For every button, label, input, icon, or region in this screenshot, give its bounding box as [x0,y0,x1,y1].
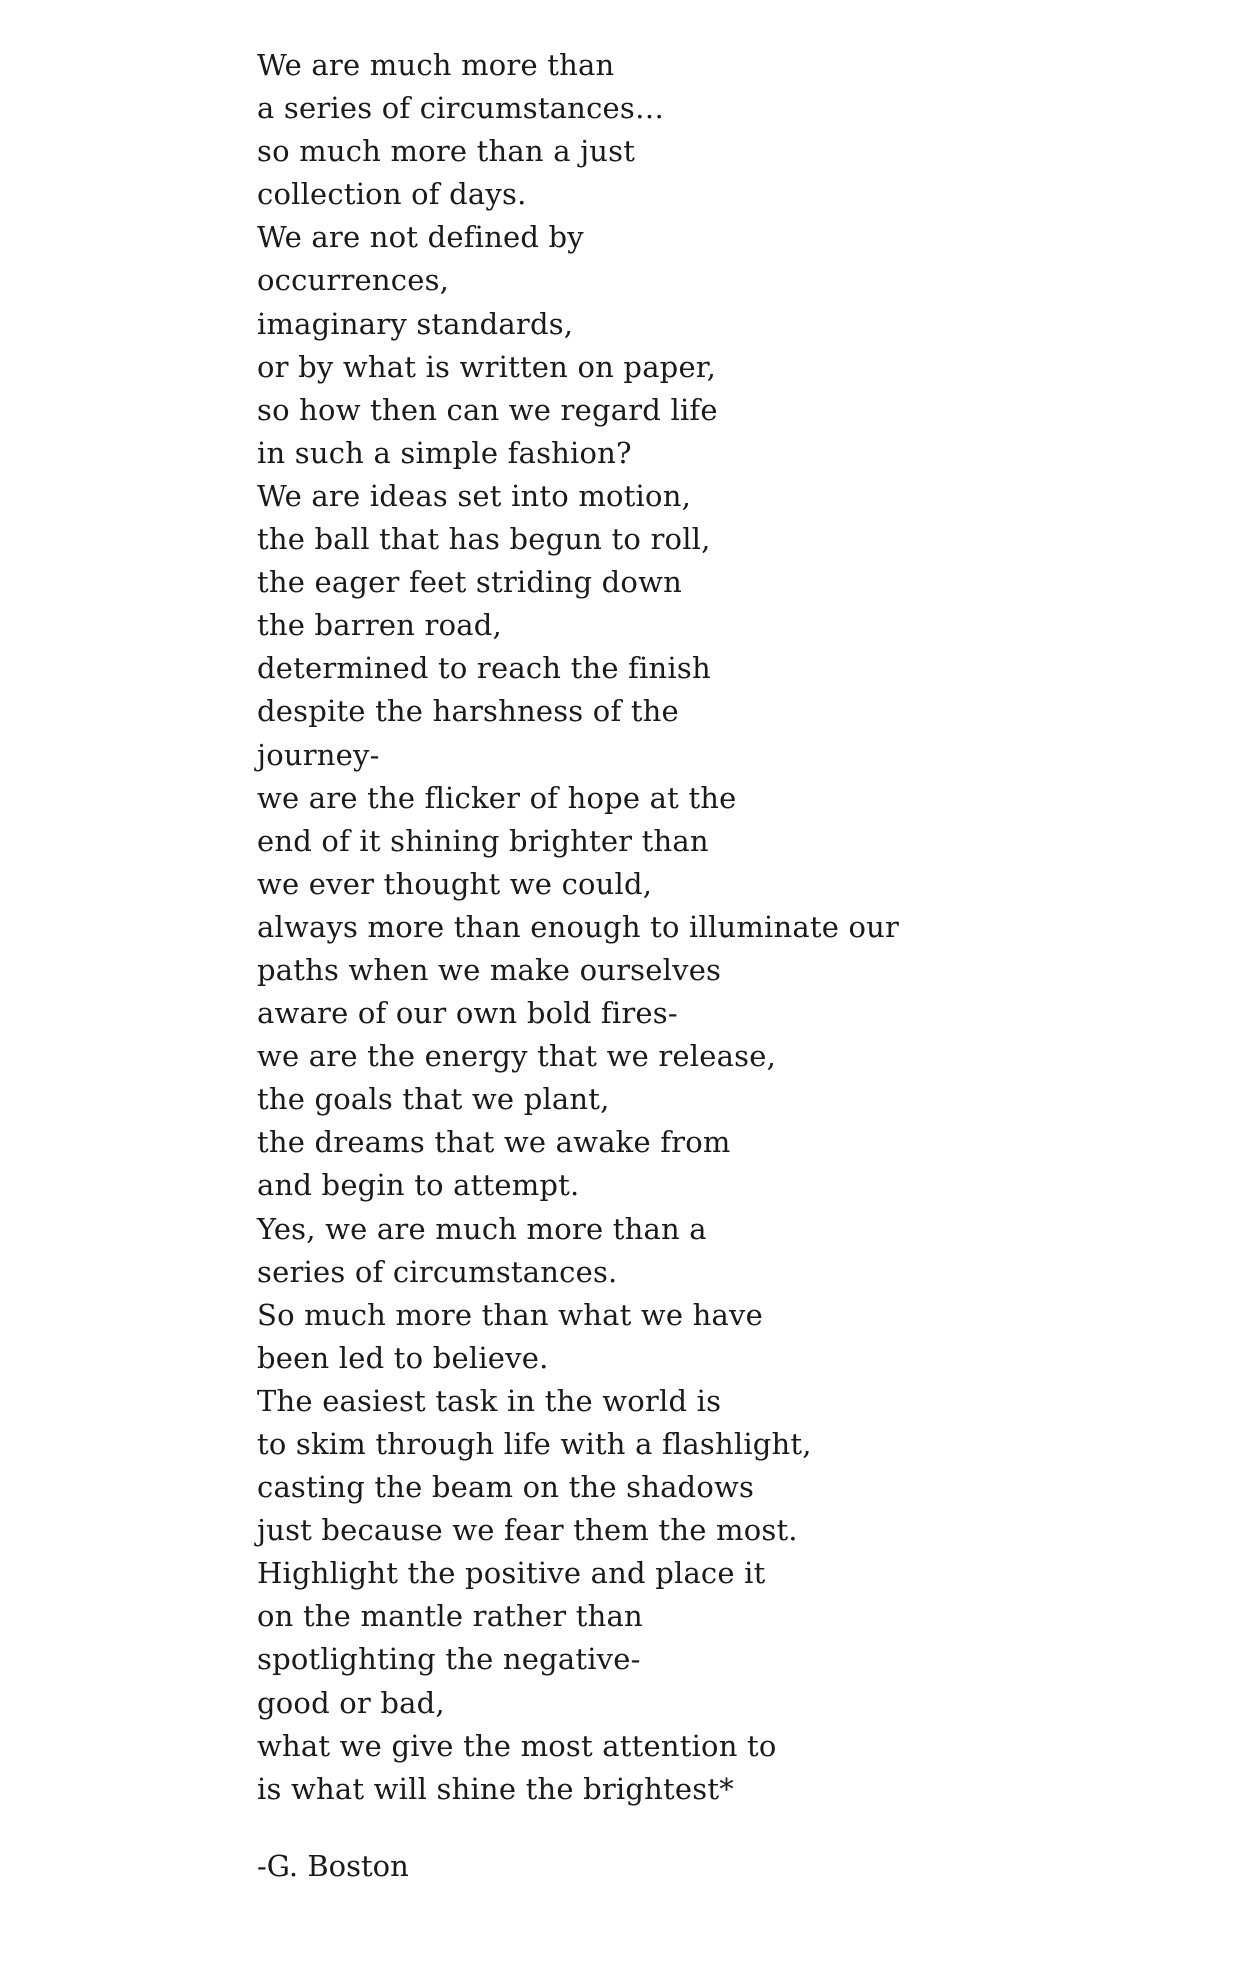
poem-line: to skim through life with a flashlight, [257,1427,812,1461]
poem-line: The easiest task in the world is [257,1383,722,1418]
poem-line: the barren road, [257,608,502,643]
poem-line: been led to believe. [257,1340,549,1375]
poem-line: we are the energy that we release, [257,1039,776,1074]
poem-line: in such a simple fashion? [257,435,632,470]
poem-line: just because we fear them the most. [257,1513,798,1548]
poem-line: we ever thought we could, [257,866,653,901]
poem-line: the ball that has begun to roll, [257,522,711,557]
poem-line: a series of circumstances… [257,91,665,126]
poem-line: the dreams that we awake from [257,1125,731,1160]
poem-line: We are not defined by [257,220,584,255]
poem-body [257,44,1157,1811]
poem-line: occurrences, [257,263,450,298]
poem-line: we are the flicker of hope at the [257,780,737,815]
author-signature: -G. Boston [257,1849,409,1883]
poem-line: what we give the most attention to [257,1728,777,1763]
poem-line: series of circumstances. [257,1254,618,1289]
poem-line: Yes, we are much more than a [257,1211,707,1246]
poem-line: spotlighting the negative- [257,1642,641,1677]
poem-line: always more than enough to illuminate our [257,909,900,944]
poem-line: journey- [257,737,380,772]
poem-line: paths when we make ourselves [257,952,722,987]
poem-line: imaginary standards, [257,306,574,341]
poem-line: So much more than what we have [257,1297,763,1332]
poem-line: the goals that we plant, [257,1082,610,1117]
poem-line: is what will shine the brightest* [257,1771,734,1806]
poem-line: We are much more than [257,48,615,82]
poem-line: the eager feet striding down [257,565,682,600]
poem-line: so much more than a just [257,134,636,169]
poem-line: good or bad, [257,1685,445,1720]
poem-line: despite the harshness of the [257,694,679,729]
poem-line: determined to reach the finish [257,651,711,686]
poem-line: Highlight the positive and place it [257,1556,766,1591]
poem-line: so how then can we regard life [257,392,718,427]
poem-line: on the mantle rather than [257,1599,643,1634]
poem-line: collection of days. [257,177,527,212]
poem-line: and begin to attempt. [257,1168,580,1203]
poem-line: aware of our own bold fires- [257,996,678,1031]
poem-line: or by what is written on paper, [257,349,717,384]
poem-line: end of it shining brighter than [257,823,709,858]
poem-line: We are ideas set into motion, [257,478,691,513]
poem-line: casting the beam on the shadows [257,1470,755,1505]
